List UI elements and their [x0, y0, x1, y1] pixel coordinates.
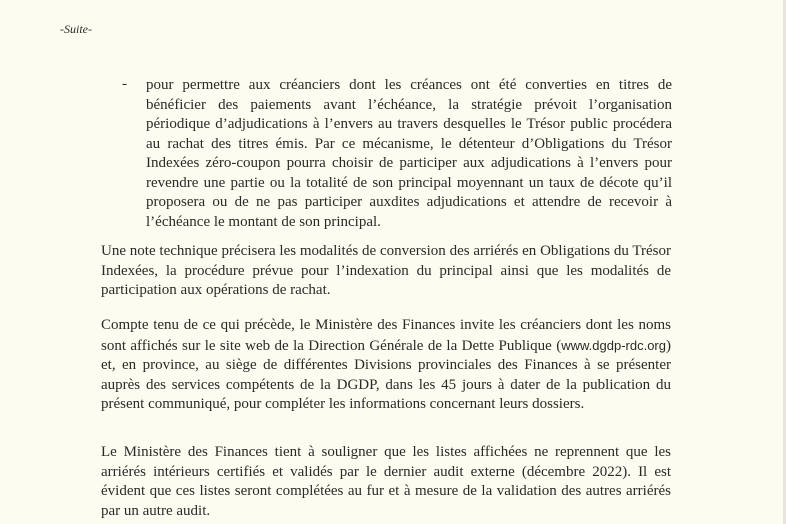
- bullet-marker: -: [122, 76, 127, 92]
- paragraph-technical-note: Une note technique précisera les modalités de conversion des arriérés en Obligations du Trésor Indexées, la procédure prévue pour l’indexation du principal ainsi que les modalités de participation aux opérations de rachat.: [101, 243, 671, 298]
- invitation-text-end: ) et, en province, au siège de différentes Divisions provinciales des Finances à se présenter auprès des services compétents de la DGDP, dans les 45 jours à dater de la publication du présent communiqué, pour compléter les informations concernant leurs dossiers.: [101, 337, 671, 412]
- invitation-text-start: Compte tenu de ce qui précède, le Ministère des Finances invite les créanciers dont les noms sont affichés sur le site web de la Direction Générale de la Dette Publique (: [101, 317, 671, 354]
- dgdp-website-url: www.dgdp-rdc.org: [561, 337, 666, 353]
- continuation-label: -Suite-: [60, 22, 92, 36]
- bullet-paragraph: pour permettre aux créanciers dont les créances ont été converties en titres de bénéficier des paiements avant l’échéance, la stratégie prévoit l’organisation périodique d’adjudications à l’envers au travers desquelles le Trésor public procédera au rachat des titres émis. Par ce mécanisme, le détenteur d’Obligations du Trésor Indexées zéro-coupon pourra choisir de participer aux adjudications à l’envers pour revendre une partie ou la totalité de son principal moyennant un taux de décote qu’il proposera ou de ne pas participer auxdites adjudications et attendre de recevoir à l’échéance le montant de son principal.: [146, 77, 672, 230]
- paragraph-creditor-invitation: [101, 316, 671, 415]
- paragraph-lists-notice: Le Ministère des Finances tient à souligner que les listes affichées ne reprennent que les arriérés intérieurs certifiés et validés par le dernier audit externe (décembre 2022). Il est évident que ces listes seront complétées au fur et à mesure de la validation des autres arriérés par un autre audit.: [101, 444, 671, 519]
